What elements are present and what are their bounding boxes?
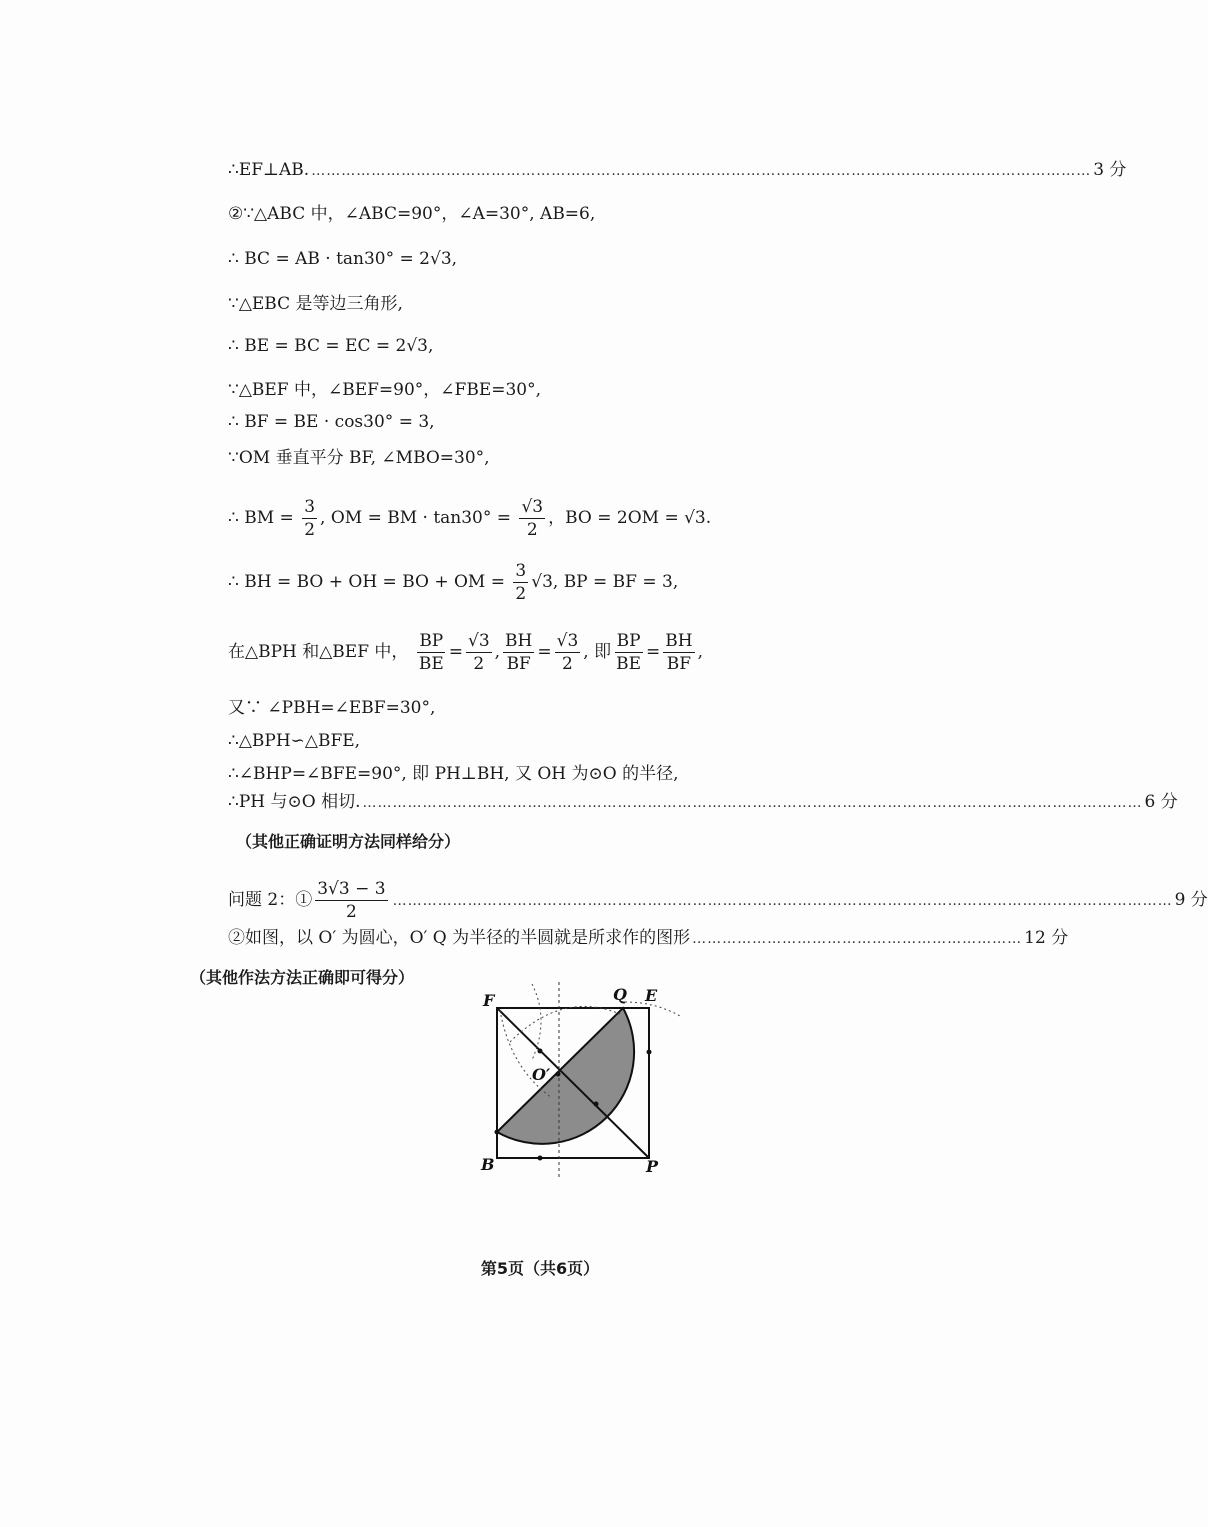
fraction: $\frac{BP}{BE}$ <box>616 631 641 674</box>
score-3: 3 分 <box>1093 160 1127 180</box>
fraction: $\frac{BH}{BF}$ <box>665 631 693 674</box>
point-right <box>647 1050 652 1055</box>
label-p: P <box>646 1157 659 1176</box>
line-bh-bp: ∴ BH = BO + OH = BO + OM = $\frac{3}{2}$ √3, BP = BF = 3, <box>228 561 679 604</box>
line-question2-part1: 问题 2：① $\frac{3√3 - 3}{2}$ ………………………………………………………………………………………………………………………………………… 9 分 <box>228 870 843 931</box>
line-bef-given: ∵△BEF 中，∠BEF=90°，∠FBE=30°, <box>228 380 542 400</box>
line-similar-triangles: ∴△BPH∽△BFE, <box>228 731 361 751</box>
label-b: B <box>481 1155 495 1174</box>
fraction: $\frac{3}{2}$ <box>515 561 527 604</box>
geometry-diagram <box>470 980 690 1180</box>
line-ebc-equilateral: ∵△EBC 是等边三角形, <box>228 294 403 314</box>
fraction: $\frac{3√3 - 3}{2}$ <box>317 879 386 922</box>
leader-dots: ………………………………………………………………………………………………………………………………………… <box>392 893 1173 909</box>
fraction: $\frac{√3}{2}$ <box>467 631 490 674</box>
fraction: $\frac{BP}{BE}$ <box>418 631 444 674</box>
fraction: $\frac{√3}{2}$ <box>521 497 544 540</box>
point-o-prime <box>556 1072 561 1077</box>
line-bm-om-bo: ∴ BM = $\frac{3}{2}$ , OM = BM · tan30° = $\frac{√3}{2}$ ，BO = 2OM = √3. <box>228 497 712 540</box>
label-f: F <box>483 991 495 1010</box>
line-abc-given: ②∵△ABC 中，∠ABC=90°，∠A=30°, AB=6, <box>228 204 596 224</box>
label-o-prime: O′ <box>532 1065 551 1084</box>
leader-dots: ………………………………………………………………………………………………………………………………………… <box>362 795 1143 811</box>
leader-dots: ………………………………………………………………………………………………………………………………………… <box>311 163 1092 179</box>
point-bottom <box>538 1156 543 1161</box>
point-b <box>495 1130 500 1135</box>
note-other-constructions: （其他作法方法正确即可得分） <box>190 968 415 987</box>
line-bf-value: ∴ BF = BE · cos30° = 3, <box>228 412 435 432</box>
line-bc-value: ∴ BC = AB · tan30° = 2√3, <box>228 249 458 269</box>
construction-figure <box>470 980 690 1180</box>
note-other-proofs: （其他正确证明方法同样给分） <box>236 832 461 851</box>
page-footer: 第5页（共6页） <box>480 1259 600 1278</box>
line-angle-equal: 又∵ ∠PBH=∠EBF=30°, <box>228 698 436 718</box>
fraction: $\frac{√3}{2}$ <box>556 631 579 674</box>
line-perpendicular: ∴∠BHP=∠BFE=90°, 即 PH⊥BH, 又 OH 为⊙O 的半径, <box>228 764 679 784</box>
score-6: 6 分 <box>1144 792 1178 812</box>
line-similar-ratios: 在△BPH 和△BEF 中， $\frac{BP}{BE}$ = $\frac{√3}{2}$ , $\frac{BH}{BF}$ = $\frac{√3}{2}$ , 即 $\frac{BP}{BE}$ = $\frac{BH}{BF}$ , <box>228 631 703 674</box>
label-q: Q <box>613 985 627 1004</box>
point-mid-1 <box>538 1049 543 1054</box>
line-ef-perp-ab: ∴EF⊥AB. ………………………………………………………………………………………………………………………………………… 3 分 <box>228 158 843 183</box>
leader-dots: ………………………………………………………… <box>692 931 1023 947</box>
line-om-bisector: ∵OM 垂直平分 BF, ∠MBO=30°, <box>228 448 490 468</box>
fraction: $\frac{BH}{BF}$ <box>505 631 533 674</box>
line-question2-part2: ②如图，以 O′ 为圆心，O′ Q 为半径的半圆就是所求作的图形 ………………………………………………………… 12 分 <box>228 926 852 951</box>
score-12: 12 分 <box>1024 928 1069 948</box>
point-mid-2 <box>594 1102 599 1107</box>
label-e: E <box>645 986 658 1005</box>
line-be-value: ∴ BE = BC = EC = 2√3, <box>228 336 434 356</box>
line-tangent: ∴PH 与⊙O 相切. ………………………………………………………………………………………………………………………………………… 6 分 <box>228 790 843 815</box>
fraction: $\frac{3}{2}$ <box>304 497 316 540</box>
score-9: 9 分 <box>1174 890 1208 910</box>
